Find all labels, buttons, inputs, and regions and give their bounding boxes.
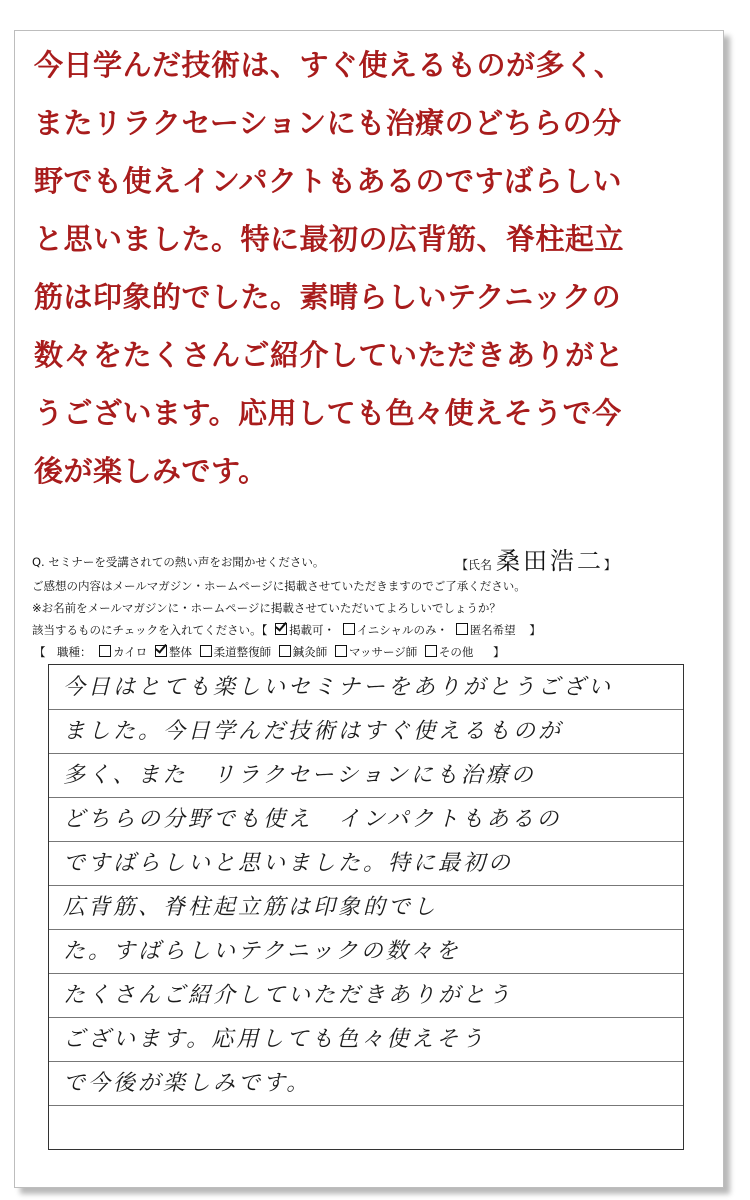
occupation-acupuncture-label: 鍼灸師 — [292, 645, 328, 659]
checkbox-massage[interactable] — [335, 645, 347, 657]
form-notice: ご感想の内容はメールマガジン・ホームページに掲載させていただきますのでご了承ください。 — [32, 579, 526, 593]
occupation-massage-label: マッサージ師 — [348, 645, 418, 659]
handwritten-line: た。すばらしいテクニックの数々を — [63, 939, 461, 964]
handwritten-line: ですばらしいと思いました。特に最初の — [63, 851, 514, 876]
ruled-line — [49, 885, 683, 886]
occupation-judo-label: 柔道整復師 — [213, 645, 272, 659]
quote-line: 筋は印象的でした。素晴らしいテクニックの — [34, 280, 622, 314]
ruled-line — [49, 1105, 683, 1106]
ruled-line — [49, 753, 683, 754]
name-close: 】 — [604, 558, 617, 572]
checkbox-other[interactable] — [425, 645, 437, 657]
ruled-line — [49, 1061, 683, 1062]
occupation-label: 【 職種： — [34, 645, 92, 659]
checkbox-chiro[interactable] — [99, 645, 111, 657]
permission-row — [32, 620, 541, 640]
checkbox-publish[interactable] — [275, 623, 287, 635]
occupation-seitai-label: 整体 — [168, 645, 192, 659]
ruled-line — [49, 797, 683, 798]
permission-close: 】 — [529, 623, 541, 637]
handwritten-line: ございます。応用しても色々使えそう — [63, 1027, 487, 1052]
handwritten-line: ました。今日学んだ技術はすぐ使えるものが — [63, 719, 564, 744]
handwritten-line: どちらの分野でも使え インパクトもあるの — [63, 807, 562, 832]
ruled-line — [49, 709, 683, 710]
handwritten-line: 広背筋、脊柱起立筋は印象的でし — [63, 895, 439, 920]
checkbox-acupuncture[interactable] — [279, 645, 291, 657]
name-signature: 桑田浩二 — [496, 547, 605, 575]
quote-line: と思いました。特に最初の広背筋、脊柱起立 — [34, 222, 625, 256]
handwritten-line: 今日はとても楽しいセミナーをありがとうござい — [63, 675, 614, 700]
ruled-line — [49, 1017, 683, 1018]
quote-line: 野でも使えインパクトもあるのですばらしい — [34, 164, 622, 198]
checkbox-anonymous[interactable] — [456, 623, 468, 635]
checkbox-initials-only[interactable] — [343, 623, 355, 635]
option-initials-label: イニシャルのみ・ — [356, 623, 449, 637]
option-publish-label: 掲載可・ — [289, 623, 336, 637]
quote-line: 数々をたくさんご紹介していただきありがと — [34, 338, 625, 372]
checkbox-seitai[interactable] — [155, 645, 167, 657]
quote-line: 後が楽しみです。 — [34, 454, 268, 488]
permission-question: ※お名前をメールマガジンに・ホームページに掲載させていただいてよろしいでしょうか？ — [32, 601, 501, 615]
occupation-row — [34, 642, 682, 662]
handwritten-line: で今後が楽しみです。 — [63, 1071, 312, 1096]
occupation-chiro-label: カイロ — [113, 645, 148, 659]
ruled-line — [49, 929, 683, 930]
checkbox-judo[interactable] — [200, 645, 212, 657]
handwritten-line: 多く、また リラクセーションにも治療の — [63, 763, 536, 788]
occupation-close: 】 — [493, 645, 505, 659]
handwritten-line: たくさんご紹介していただきありがとう — [63, 983, 514, 1008]
ruled-line — [49, 841, 683, 842]
handwritten-answer-box — [48, 664, 684, 1150]
ruled-line — [49, 973, 683, 974]
name-field — [456, 547, 686, 575]
testimonial-quote — [34, 36, 684, 500]
quote-line: うございます。応用しても色々使えそうで今 — [34, 396, 622, 430]
occupation-other-label: その他 — [438, 645, 474, 659]
name-label: 【氏名 — [456, 558, 493, 572]
quote-line: 今日学んだ技術は、すぐ使えるものが多く、 — [34, 48, 624, 82]
option-anonymous-label: 匿名希望 — [469, 623, 516, 637]
quote-line: またリラクセーションにも治療のどちらの分 — [34, 106, 622, 140]
form-question: Q. セミナーを受講されての熱い声をお聞かせください。 — [32, 555, 325, 569]
check-instruction: 該当するものにチェックを入れてください。【 — [32, 623, 268, 637]
